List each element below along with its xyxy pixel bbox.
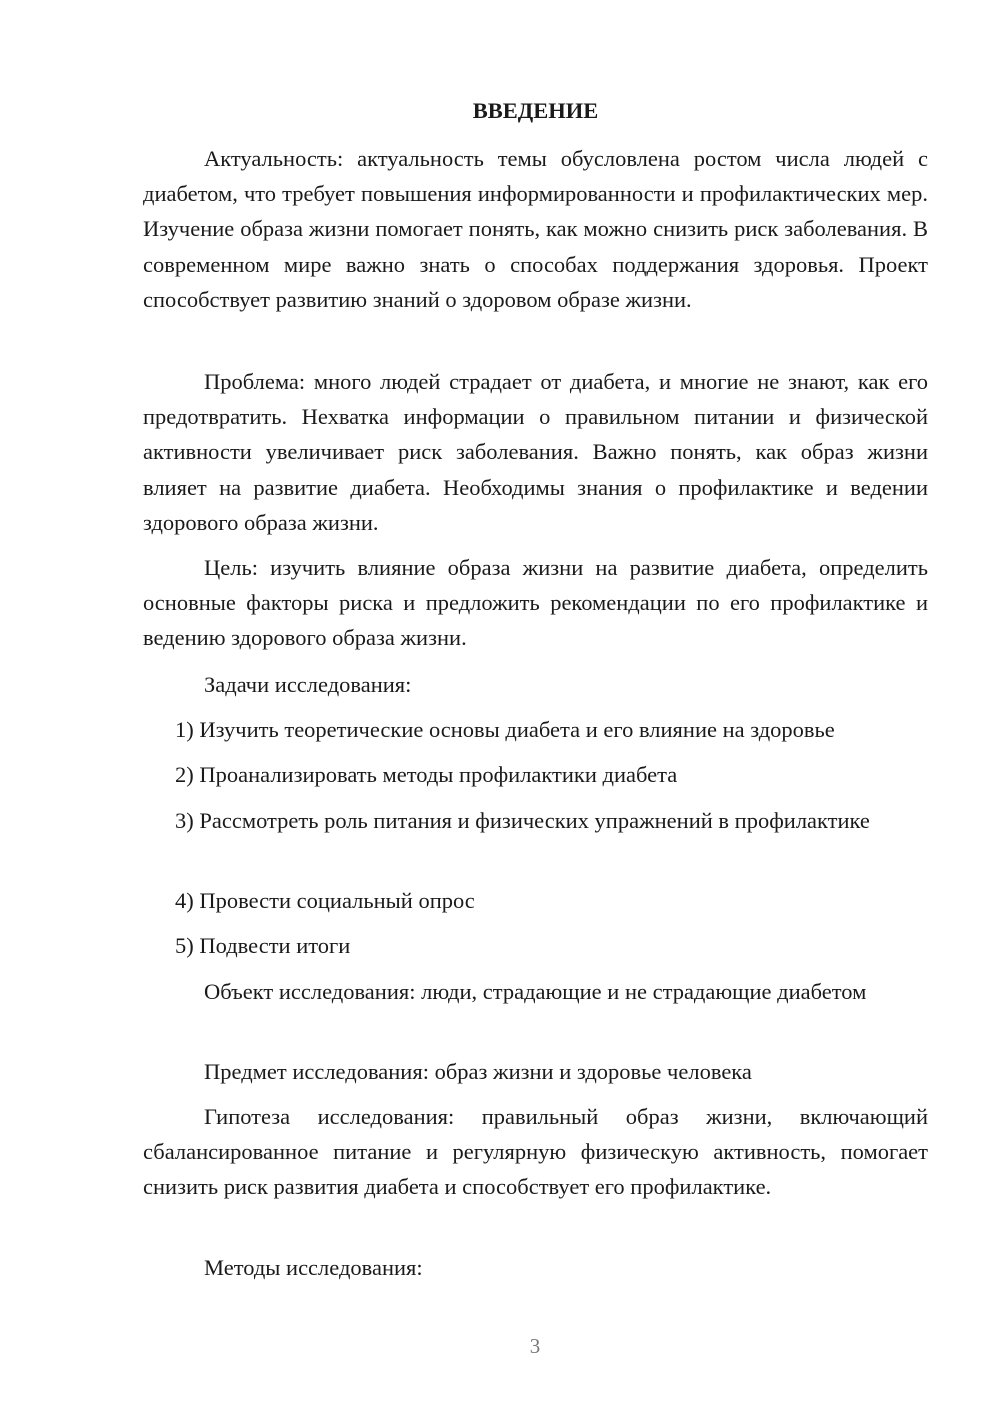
task-item-1: 1) Изучить теоретические основы диабета и его влияние на здоровье — [175, 717, 835, 742]
task-item-5: 5) Подвести итоги — [175, 933, 351, 958]
task-item-2: 2) Проанализировать методы профилактики диабета — [175, 762, 678, 787]
section-title: ВВЕДЕНИЕ — [472, 98, 599, 123]
subject-paragraph: Предмет исследования: образ жизни и здоровье человека — [204, 1059, 752, 1084]
relevance-paragraph: Актуальность: актуальность темы обусловлена ростом числа людей с диабетом, что требует повышения информированности и профилактических мер. Изучение образа жизни помогает понять, как можно снизить риск заболевания. В современном мире важно знать о способах поддержания здоровья. Проект способствует развитию знаний о здоровом образе жизни. — [143, 146, 928, 312]
page-number: 3 — [529, 1334, 541, 1358]
methods-heading: Методы исследования: — [204, 1255, 423, 1280]
object-paragraph: Объект исследования: люди, страдающие и не страдающие диабетом — [204, 979, 867, 1004]
tasks-heading: Задачи исследования: — [204, 672, 412, 697]
hypothesis-paragraph: Гипотеза исследования: правильный образ жизни, включающий сбалансированное питание и регулярную физическую активность, помогает снизить риск развития диабета и способствует его профилактике. — [143, 1104, 928, 1200]
problem-paragraph: Проблема: много людей страдает от диабета, и многие не знают, как его предотвратить. Нехватка информации о правильном питании и физической активности увеличивает риск заболевания. Важно понять, как образ жизни влияет на развитие диабета. Необходимы знания о профилактике и ведении здорового образа жизни. — [143, 369, 928, 535]
goal-paragraph: Цель: изучить влияние образа жизни на развитие диабета, определить основные факторы риска и предложить рекомендации по его профилактике и ведению здорового образа жизни. — [143, 555, 928, 651]
task-item-4: 4) Провести социальный опрос — [175, 888, 475, 913]
task-item-3: 3) Рассмотреть роль питания и физических упражнений в профилактике — [175, 808, 870, 833]
